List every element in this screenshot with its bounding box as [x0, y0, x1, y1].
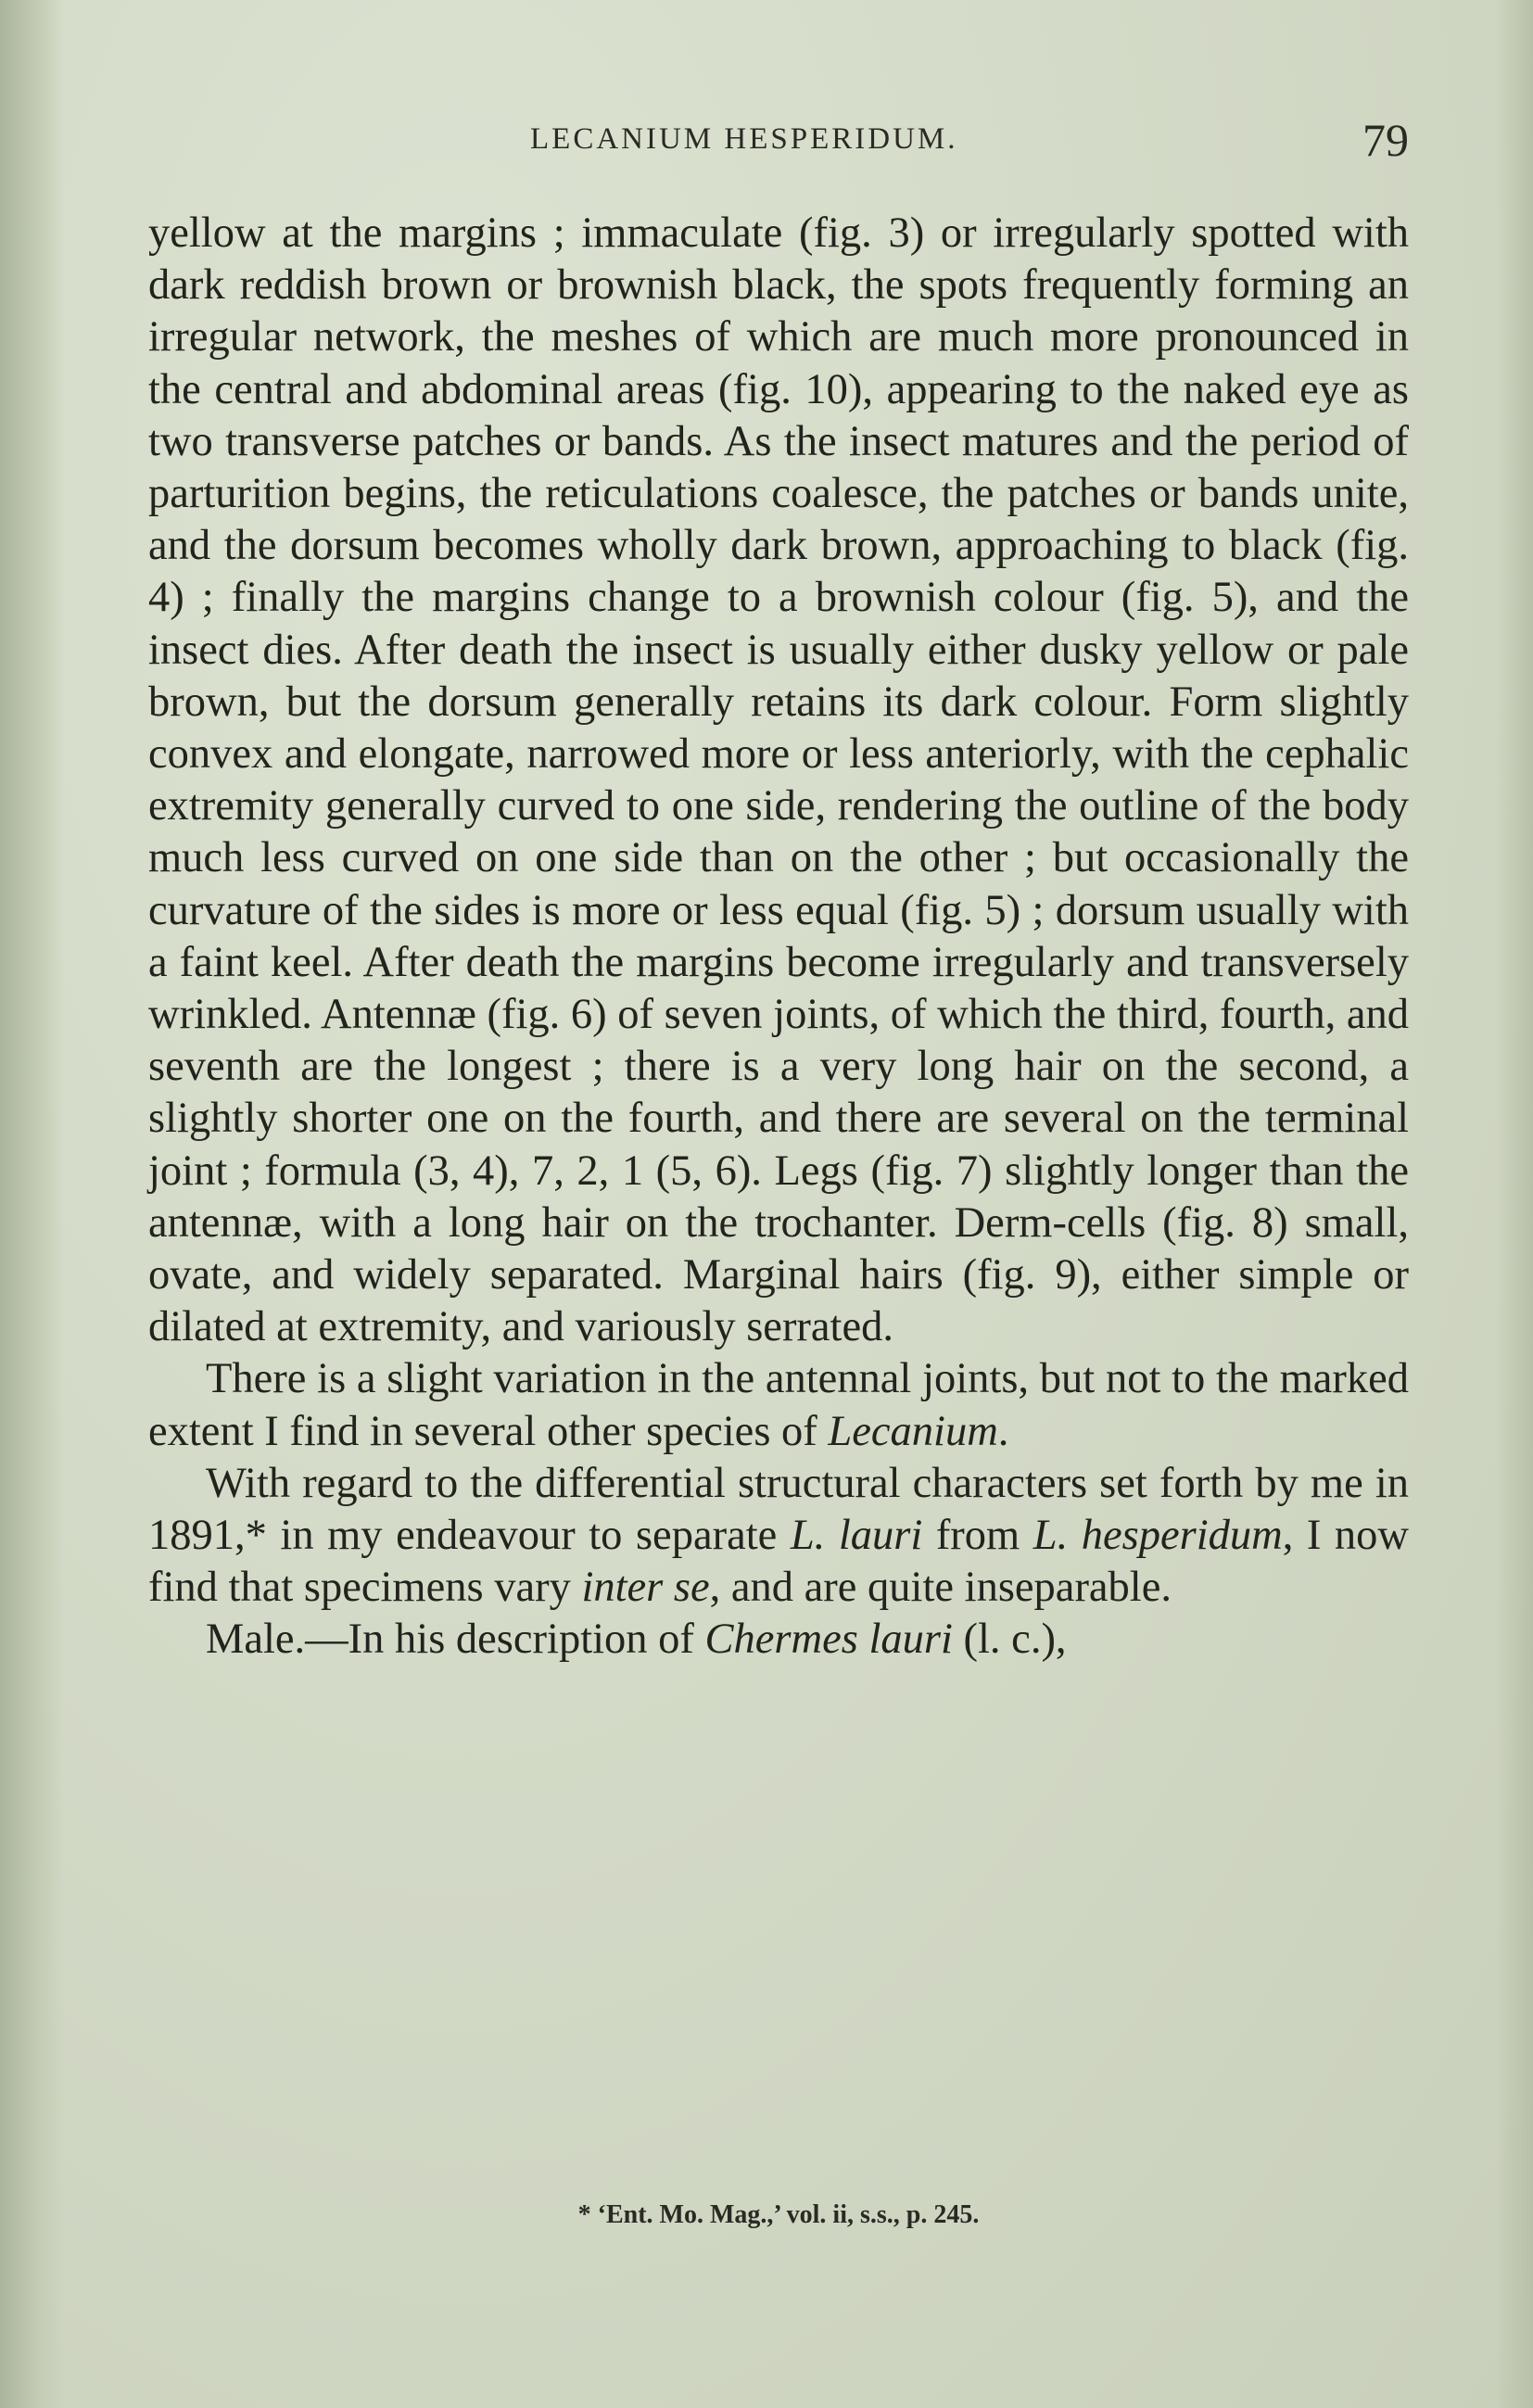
paragraph-text: There is a slight variation in the antennal joints, but not to the marked extent I find in several other species of [148, 1355, 1409, 1455]
paragraph-text: (l. c.), [952, 1616, 1067, 1664]
paragraph-text: With regard to the differential structural characters set forth by me in 1891,* in my endeavour to separate [148, 1459, 1409, 1560]
paragraph-text: , and are quite inseparable. [709, 1564, 1172, 1612]
paragraph-text: , I now find that specimens vary [148, 1512, 1410, 1612]
paragraph-text: yellow at the margins ; immaculate (fig. 3) or irregularly spotted with dark reddish brown or brownish black, the spots frequently forming an irregular network, the meshes of which are much more pronounced in the central and abdominal areas (fig. 10), appearing to the naked eye as two transverse patches or bands. As the insect matures and the period of parturition begins, the reticulations coalesce, the patches or bands unite, and the dorsum becomes wholly dark brown, approaching to black (fig. 4) ; finally the margins change to a brownish colour (fig. 5), and the insect dies. After death the insect is usually either dusky yellow or pale brown, but the dorsum generally retains its dark colour. Form slightly convex and elongate, narrowed more or less anteriorly, with the cephalic extremity generally curved to one side, rendering the outline of the body much less curved on one side than on the other ; but occasionally the curvature of the sides is more or less equal (fig. 5) ; dorsum usually with a faint keel. After death the margins become irregularly and transversely wrinkled. Antennæ (fig. 6) of seven joints, of which the third, fourth, and seventh are the longest ; there is a very long hair on the second, a slightly shorter one on the fourth, and there are several on the terminal joint ; formula (3, 4), 7, 2, 1 (5, 6). Legs (fig. 7) slightly longer than the antennæ, with a long hair on the trochanter. Derm-cells (fig. 8) small, ovate, and widely separated. Marginal hairs (fig. 9), either simple or dilated at extremity, and variously serrated. [148, 209, 1409, 1351]
paragraph-2 [148, 1353, 1409, 1457]
body-text [148, 208, 1409, 1667]
page-shadow-left [0, 0, 65, 2408]
paragraph-text: Male.—In his description of [206, 1616, 705, 1664]
italic-species-l-hesperidum: L. hesperidum [1033, 1512, 1283, 1560]
italic-inter-se: inter se [581, 1564, 710, 1612]
page-number: 79 [1362, 114, 1409, 166]
page-shadow-right [1496, 0, 1533, 2408]
paragraph-text: . [997, 1407, 1009, 1455]
footnote: * ‘Ent. Mo. Mag.,’ vol. ii, s.s., p. 245. [577, 2200, 980, 2229]
paragraph-1 [148, 208, 1409, 1353]
paragraph-4 [148, 1614, 1409, 1666]
paragraph-3 [148, 1458, 1409, 1615]
italic-species-l-lauri: L. lauri [790, 1512, 923, 1560]
page-header [148, 113, 1409, 169]
running-title: LECANIUM HESPERIDUM. [530, 122, 958, 156]
paragraph-text: from [922, 1512, 1033, 1560]
italic-chermes-lauri: Chermes lauri [704, 1616, 953, 1664]
italic-genus-lecanium: Lecanium [828, 1407, 998, 1455]
